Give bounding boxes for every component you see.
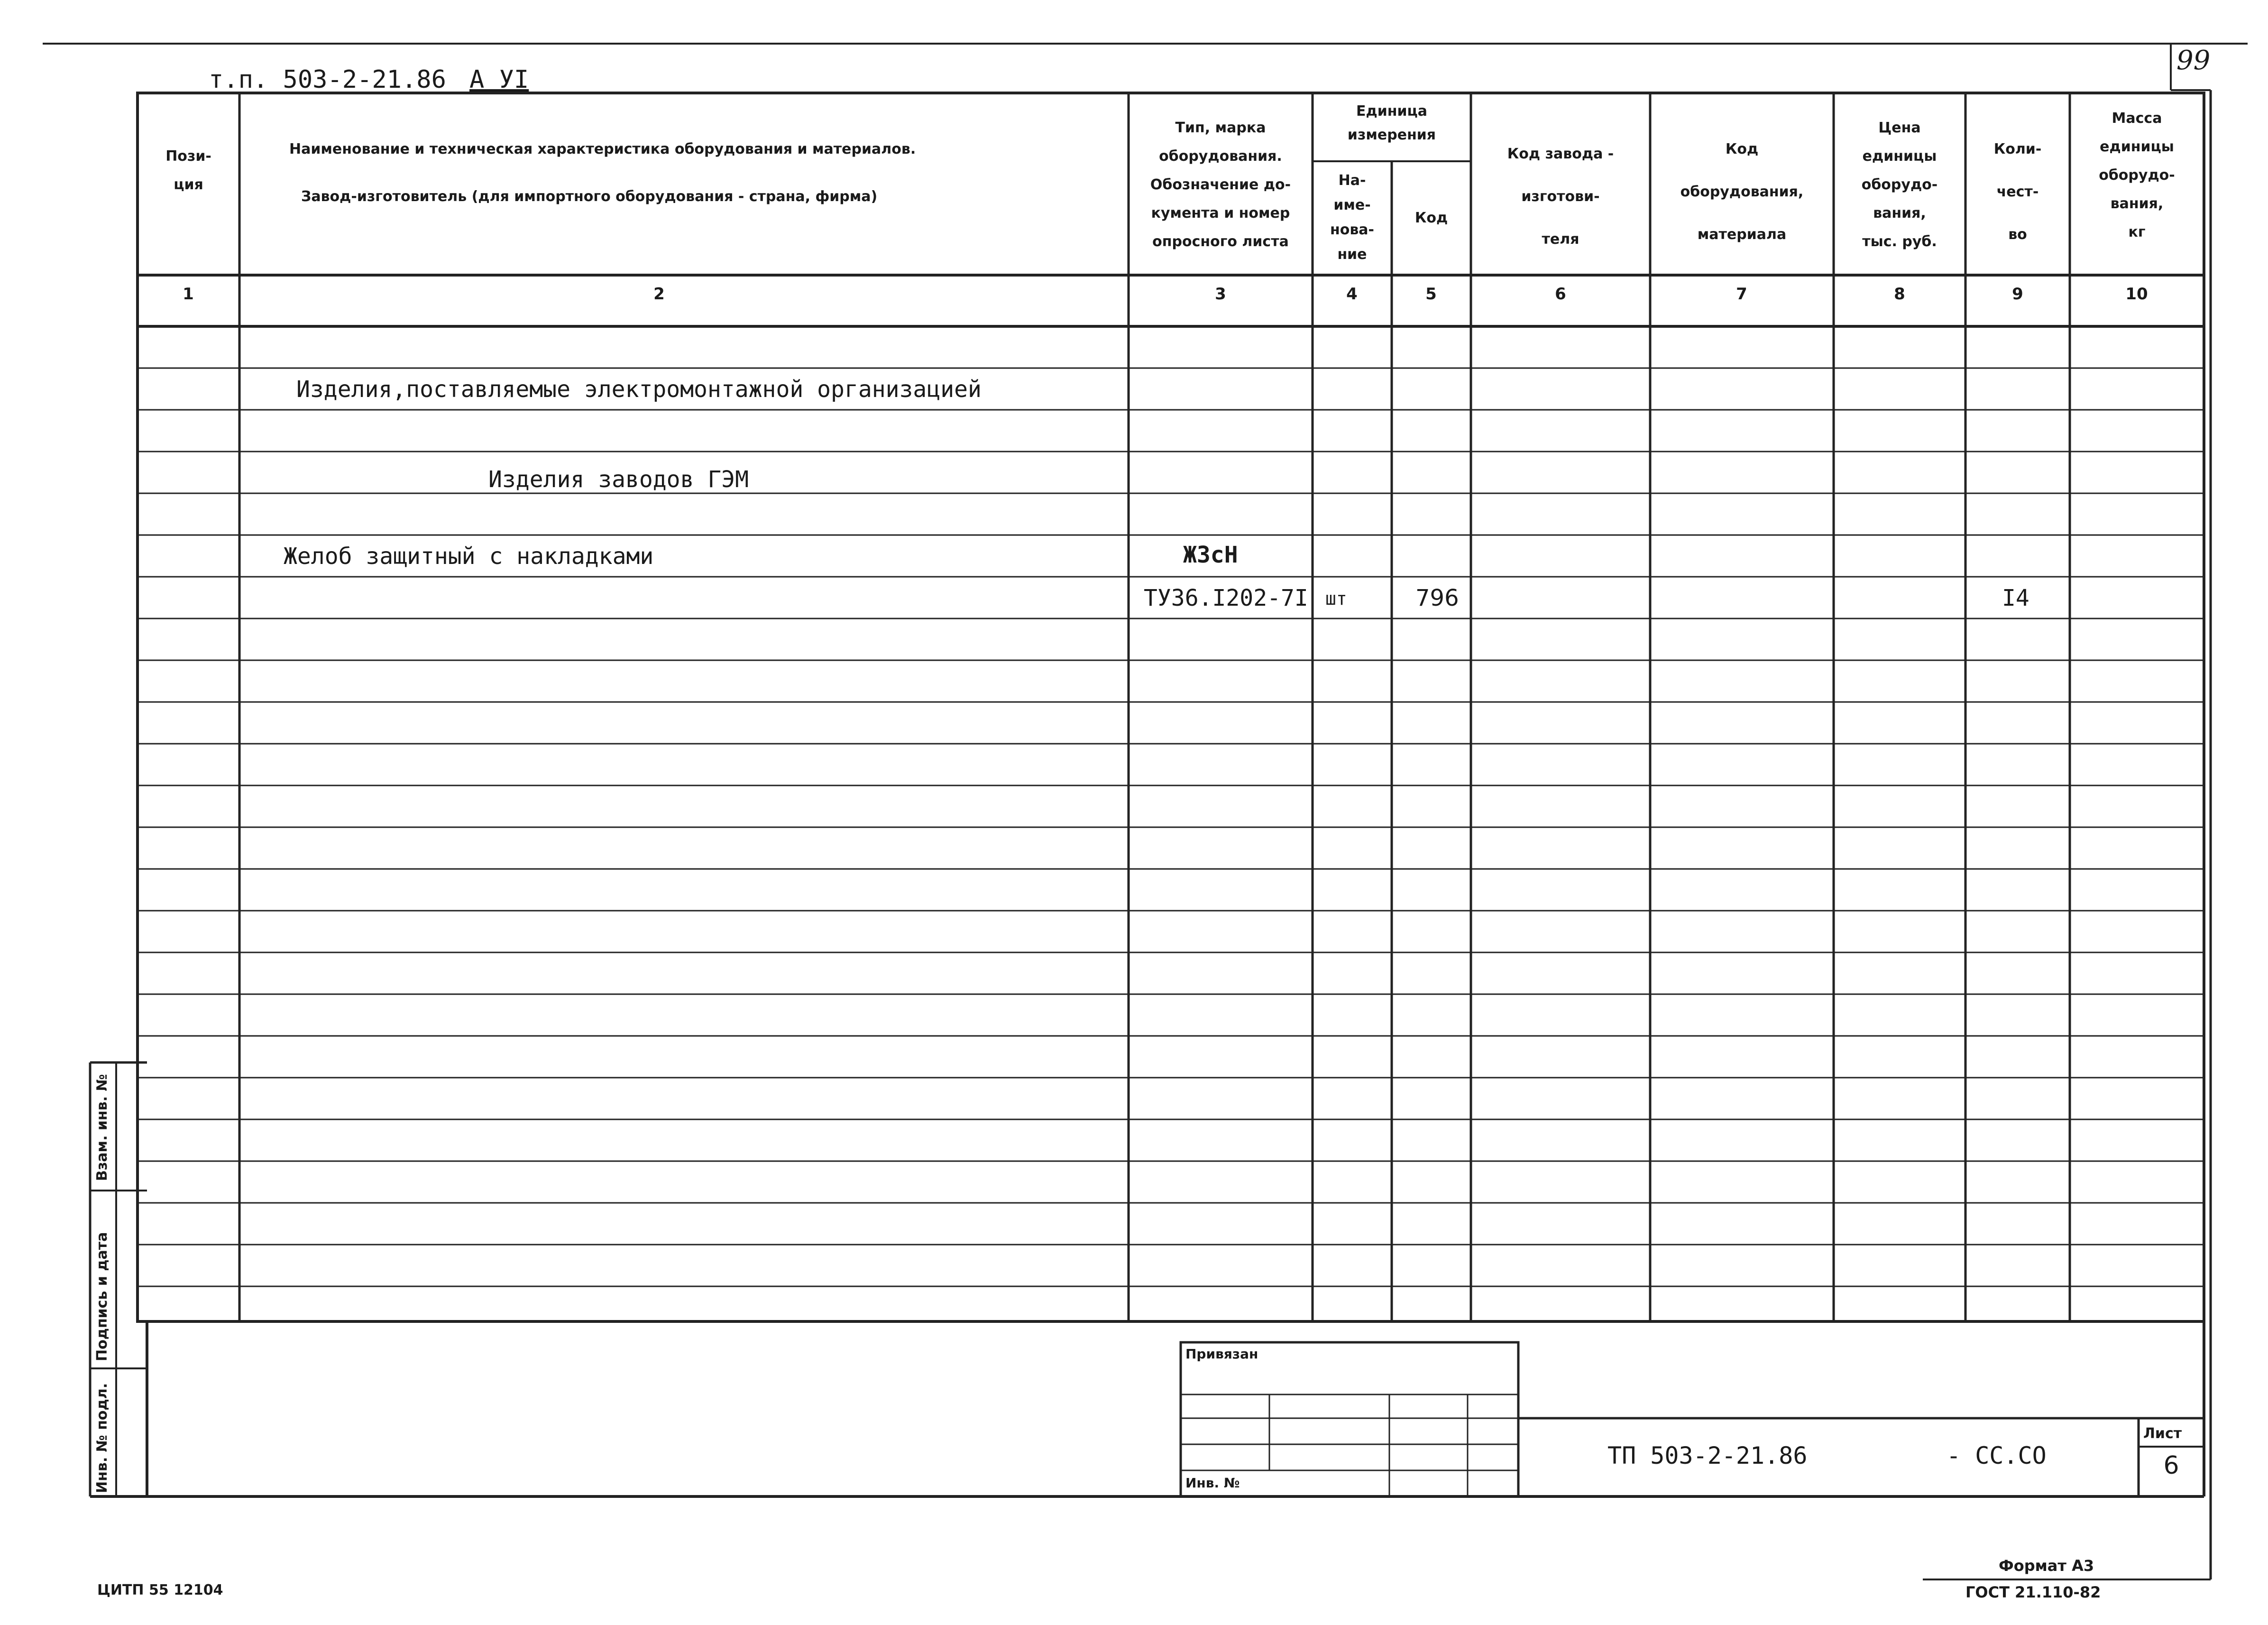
item-quantity: I4 [2002, 585, 2029, 611]
footer-format: Формат А3 [1999, 1557, 2094, 1575]
header-col3: Тип, марка оборудования. Обозначение до- кумента и номер опросного листа [1150, 120, 1291, 250]
header-col9: Коли- чест- во [1993, 141, 2042, 243]
stamp-inv: Инв. № [1185, 1475, 1240, 1491]
stamp-privyazan: Привязан [1185, 1346, 1258, 1362]
item-spec-doc: ТУ36.I202-7I [1144, 585, 1308, 611]
header-col8: Цена единицы оборудо- вания, тыс. руб. [1861, 120, 1938, 250]
doc-ref-top: т.п. 503-2-21.86 [209, 65, 446, 94]
colnum-9: 9 [2012, 285, 2023, 304]
section-title-gem: Изделия заводов ГЭМ [488, 466, 749, 493]
header-col4: На- име- нова- ние [1330, 172, 1375, 263]
colnum-4: 4 [1346, 285, 1358, 304]
sheet-corner-number: 99 [2176, 45, 2211, 76]
colnum-2: 2 [653, 285, 665, 304]
colnum-6: 6 [1555, 285, 1566, 304]
colnum-10: 10 [2125, 285, 2148, 304]
item-name: Желоб защитный с накладками [284, 543, 654, 570]
colnum-8: 8 [1894, 285, 1905, 304]
list-label: Лист [2143, 1425, 2182, 1442]
side-label-vzam: Взам. инв. № [94, 1074, 110, 1181]
item-unit-name: шт [1325, 588, 1347, 609]
header-col5: Код [1414, 210, 1448, 226]
album-label: А УI [469, 65, 529, 94]
side-label-podpis: Подпись и дата [94, 1232, 110, 1361]
header-col6: Код завода - изготови- теля [1507, 146, 1614, 248]
doc-code: ТП 503-2-21.86 [1607, 1442, 1808, 1469]
header-col2-line1: Наименование и техническая характеристика оборудования и материалов. [289, 141, 916, 157]
footer-citp: ЦИТП 55 12104 [97, 1582, 223, 1598]
list-number: 6 [2163, 1451, 2179, 1480]
side-label-inv: Инв. № подл. [94, 1383, 110, 1493]
colnum-5: 5 [1425, 285, 1437, 304]
colnum-3: 3 [1215, 285, 1226, 304]
header-col1: Пози- ция [165, 148, 211, 193]
header-unit-group: Единица измерения [1347, 103, 1436, 143]
item-unit-code: 796 [1415, 585, 1459, 611]
header-col2-line2: Завод-изготовитель (для импортного оборудования - страна, фирма) [301, 188, 878, 205]
doc-suffix: - СС.СО [1947, 1442, 2047, 1469]
header-col7: Код оборудования, материала [1680, 141, 1804, 243]
footer-gost: ГОСТ 21.110-82 [1965, 1583, 2101, 1601]
section-title-electro: Изделия,поставляемые электромонтажной организацией [296, 376, 982, 403]
item-type-code: ЖЗсН [1183, 542, 1238, 568]
colnum-7: 7 [1736, 285, 1747, 304]
header-col10: Масса единицы оборудо- вания, кг [2099, 110, 2175, 240]
colnum-1: 1 [183, 285, 194, 304]
